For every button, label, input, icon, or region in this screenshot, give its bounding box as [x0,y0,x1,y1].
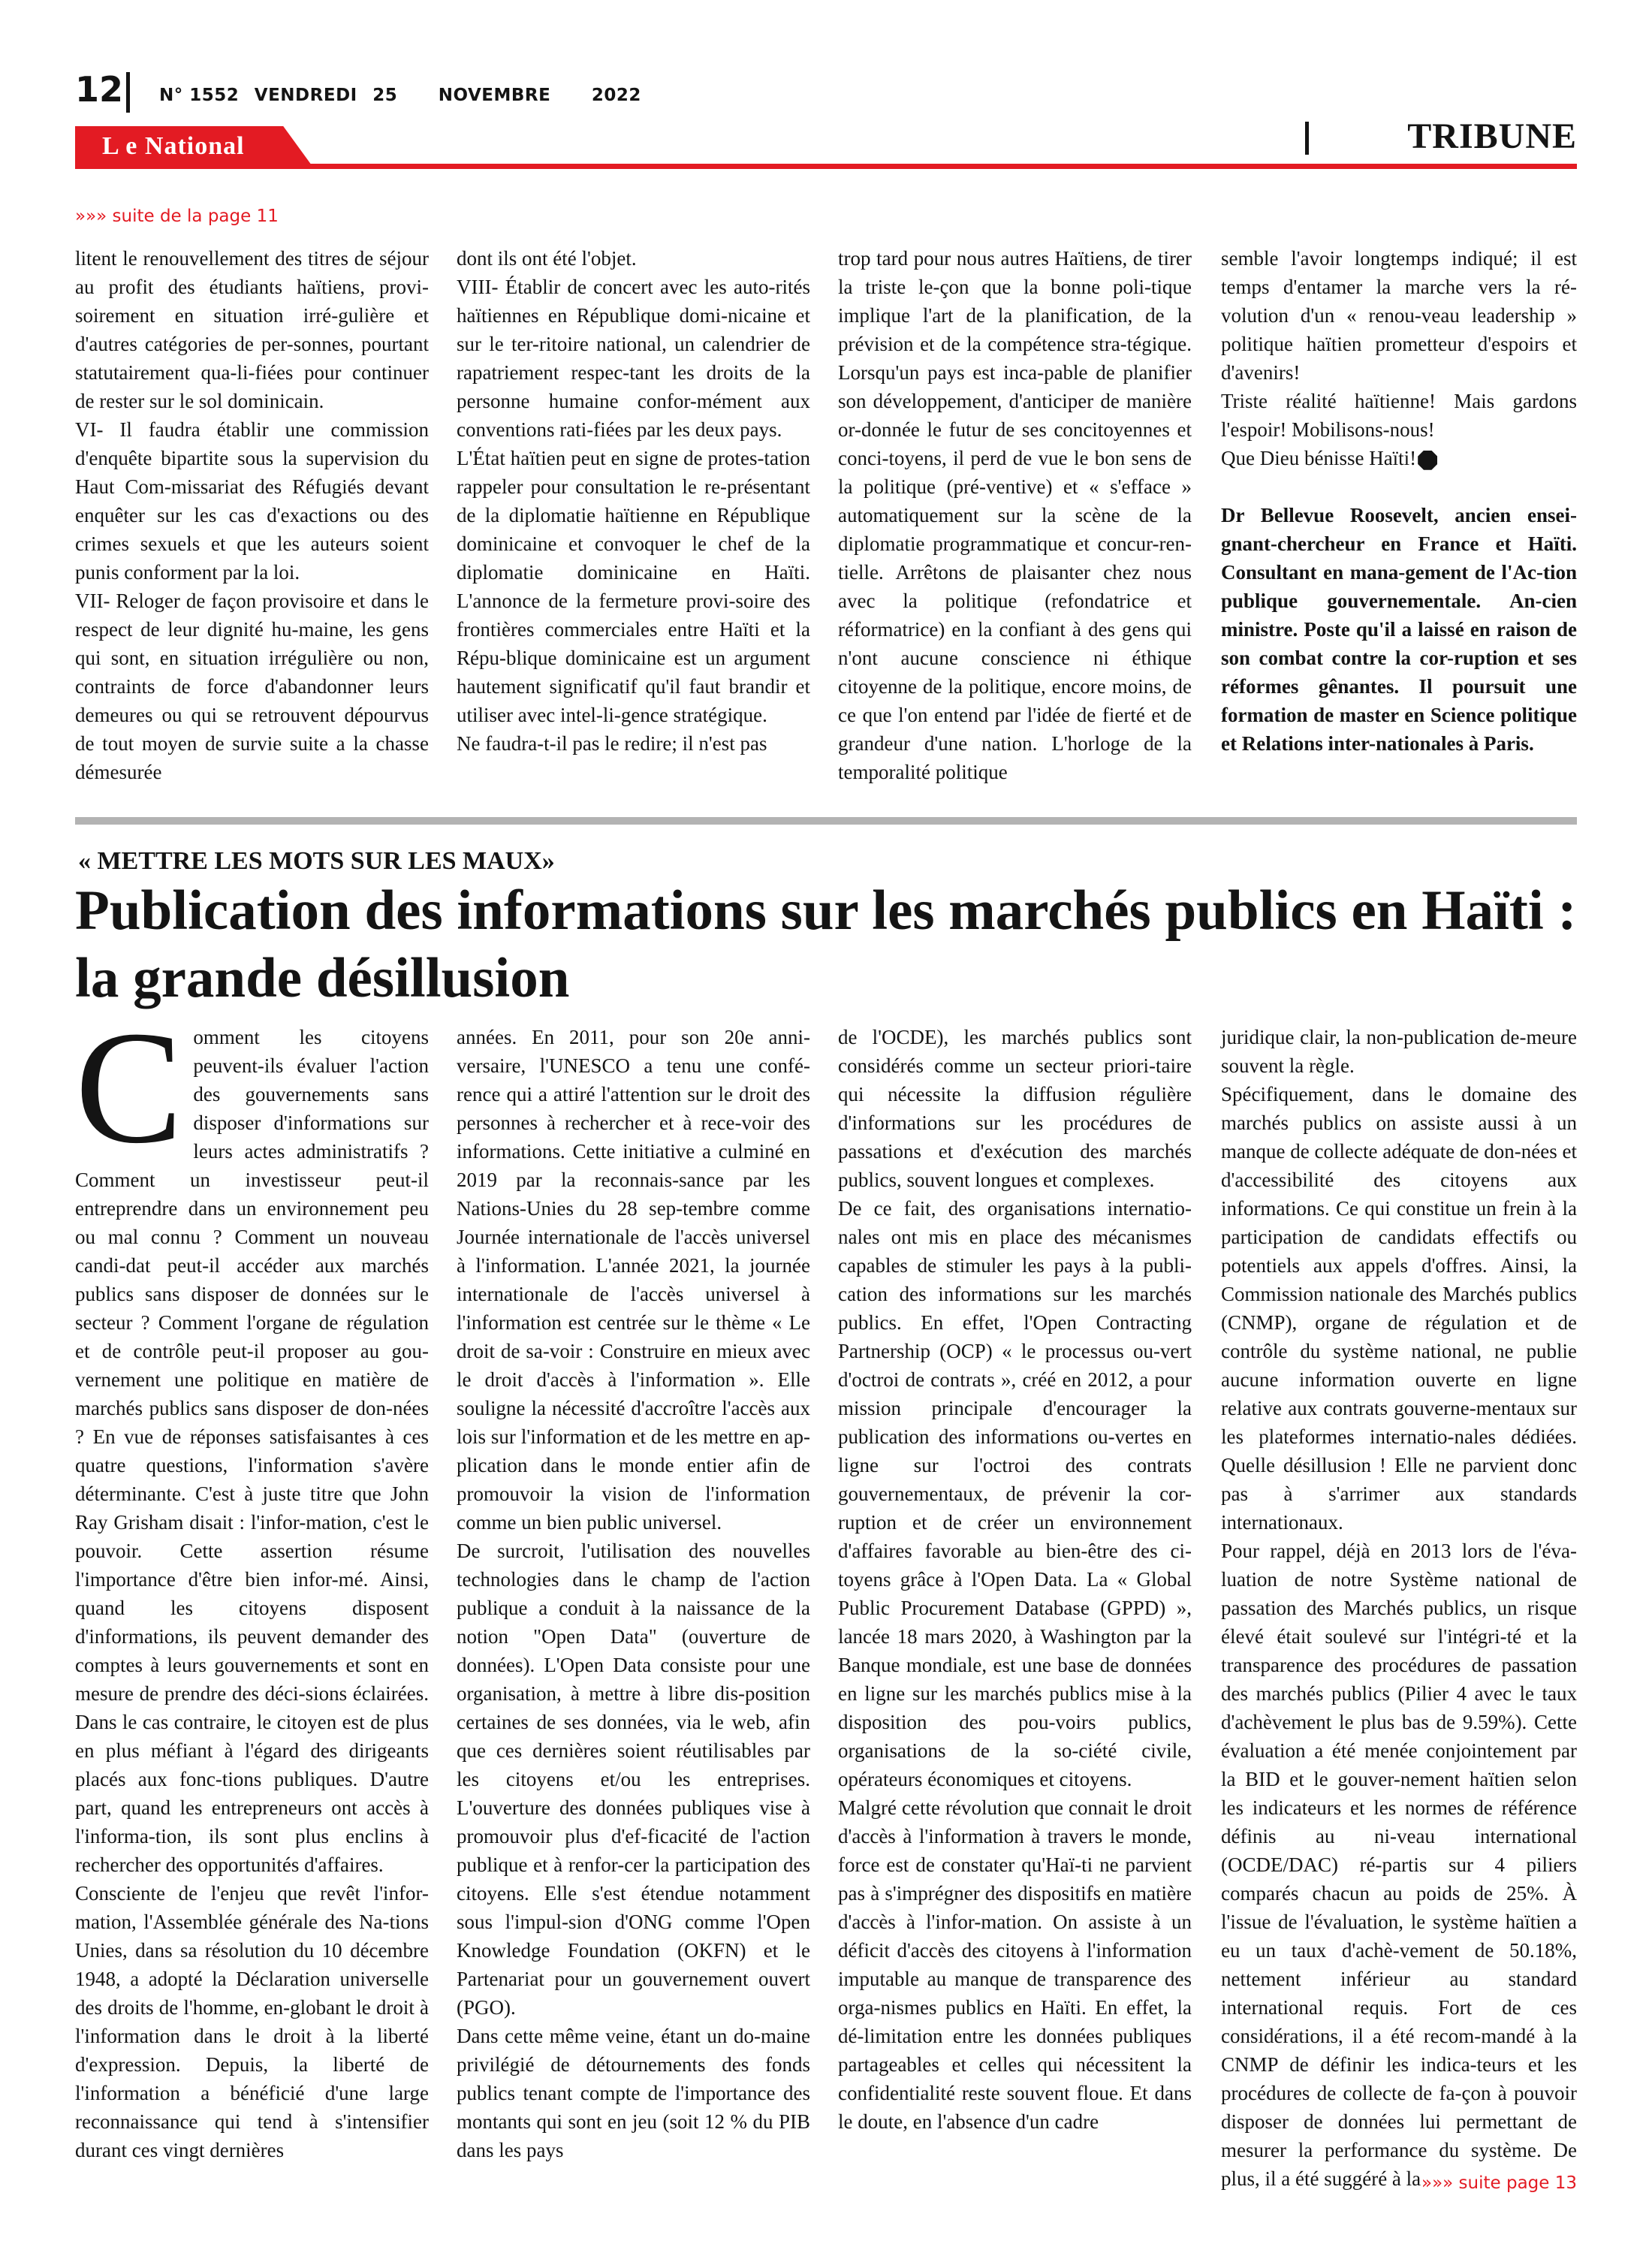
paragraph: de l'OCDE), les marchés publics sont considérés comme un secteur priori-taire qui nécessite la diffusion régulière d'informations sur les procédures de passations et d'exécution des marchés publics, souvent longues et complexes. [838,1026,1192,1191]
previous-article-column-4 [1221,244,1577,804]
paragraph-text: omment les citoyens peuvent-ils évaluer l'action des gouvernements sans disposer d'informations sur leurs actes administratifs ? Comment un investisseur peut-il entreprendre dans un environnement peu ou mal connu ? Comment un nouveau candi-dat peut-il accéder aux marchés publics sans disposer de données sur le secteur ? Comment l'organe de régulation et de contrôle peut-il proposer au gou-vernement une politique en matière de marchés publics sans disposer de don-nées ? En vue de réponses satisfaisantes à ces quatre questions, l'information s'avère déterminante. C'est à juste titre que John Ray Grisham disait : l'infor-mation, c'est le pouvoir. Cette assertion résume l'importance d'être bien infor-mé. Ainsi, quand les citoyens disposent d'informations, ils peuvent demander des comptes à leurs gouvernements et sont en mesure de prendre des déci-sions éclairées. Dans le cas contraire, le citoyen est de plus en plus méfiant à l'égard des dirigeants placés aux fonc-tions publiques. D'autre part, quand les entrepreneurs ont accès à l'informa-tion, ils sont plus enclins à rechercher des opportunités d'affaires. [75,1026,429,1876]
paragraph: Spécifiquement, dans le domaine des marchés publics on assiste aussi à un manque de collecte adéquate de don-nées et d'accessibilité des citoyens aux informations. Ce qui constitue un frein à la participation de candidats effectifs ou potentiels aux appels d'offres. Ainsi, la Commission nationale des Marchés publics (CNMP), organe de régulation et de contrôle du système national, ne publie aucune information ouverte en ligne relative aux contrats gouverne-mentaux sur les plateformes internatio-nales dédiées. Quelle désillusion ! Elle ne parvient donc pas à s'arrimer aux standards internationaux. [1221,1083,1577,1534]
paragraph [1221,444,1577,472]
author-bio: Dr Bellevue Roosevelt, ancien ensei-gnant-chercheur en France et Haïti. Consultant en mana-gement de l'Ac-tion publique gouvernementale. An-cien ministre. Poste qu'il a laissé en raison de son combat contre la cor-ruption et ses réformes gênantes. Il poursuit une formation de master en Science politique et Relations inter-nationales à Paris. [1221,504,1577,755]
paragraph: semble l'avoir longtemps indiqué; il est temps d'entamer la marche vers la ré-volution d'un « renou-veau leadership » politique haïtien prometteur d'espoirs et d'avenirs! [1221,247,1577,384]
end-of-article-icon [1418,451,1437,470]
previous-article-column-1 [75,244,429,804]
paragraph: L'État haïtien peut en signe de protes-tation rappeler pour consultation le re-présentant de la diplomatie haïtienne en République dominicaine et convoquer le chef de la diplomatie dominicaine en Haïti. L'annonce de la fermeture provi-soire des frontières commerciales entre Haïti et la Répu-blique dominicaine est un argument hautement significatif qu'il faut brandir et utiliser avec intel-li-gence stratégique. [457,447,810,726]
previous-article-column-2 [457,244,810,804]
previous-article-column-3 [838,244,1192,804]
paragraph: VI- Il faudra établir une commission d'enquête bipartite sous la supervision du Haut Com-missariat des Réfugiés devant enquêter sur les cas d'exactions ou des crimes sexuels et que les auteurs soient punis conforment par la loi. [75,418,429,584]
paragraph: Dans cette même veine, étant un do-maine privilégié de détournements des fonds publics tenant compte de l'importance des montants qui sont en jeu (soit 12 % du PIB dans les pays [457,2025,810,2161]
page-number: 12 [75,69,124,110]
publication-name: L e National [102,132,245,160]
header-rule [75,164,1577,169]
issue-day: VENDREDI [254,86,357,105]
continued-to-note: »»» suite page 13 [1421,2173,1577,2193]
article-headline: Publication des informations sur les marchés publics en Haïti : la grande désillusion [75,879,1577,1009]
paragraph: trop tard pour nous autres Haïtiens, de tirer la triste le-çon que la bonne poli-tique implique l'art de la planification, de la prévision et de la compétence stra-tégique. Lorsqu'un pays est inca-pable de planifier son développement, d'anticiper de manière or-donnée le futur de ses concitoyennes et conci-toyens, il perd de vue le bon sens de la politique (pré-ventive) et « s'efface » automatiquement sur la scène de la diplomatie programmatique et concur-ren-tielle. Arrêtons de plaisanter chez nous avec la politique (refondatrice et réformatrice) en la confiant à des gens qui n'ont aucune conscience ni éthique citoyenne de la politique, encore moins, de ce que l'on entend par l'idée de fierté et de grandeur d'une nation. L'horloge de la temporalité politique [838,247,1192,783]
continued-from-note: »»» suite de la page 11 [75,207,279,226]
paragraph: Pour rappel, déjà en 2013 lors de l'éva-luation de notre Système national de passation des Marchés publics, un risque élevé était soulevé sur l'intégri-té et la transparence des procédures de passation des marchés publics (Pilier 4 avec le taux d'achèvement le plus bas de 9.59%). Cette évaluation a été menée conjointement par la BID et le gouver-nement haïtien selon les indicateurs et les normes de référence définis au ni-veau international (OCDE/DAC) ré-partis sur 4 piliers comparés chacun au poids de 25%. À l'issue de l'évaluation, le système haïtien a eu un taux d'achè-vement de 50.18%, nettement inférieur au standard international requis. Fort de ces considérations, il a été recom-mandé à la CNMP de définir les indica-teurs et les procédures de collecte de fa-çon à pouvoir disposer de données lui permettant de mesurer la performance du système. De plus, il a été suggéré à la [1221,1540,1577,2190]
section-label: TRIBUNE [1407,116,1577,156]
section-divider [1305,122,1309,155]
article-column-3 [838,1023,1192,2164]
paragraph: Ne faudra-t-il pas le redire; il n'est pas [457,732,767,755]
issue-month: NOVEMBRE [438,86,551,105]
paragraph: litent le renouvellement des titres de séjour au profit des étudiants haïtiens, provi-soirement en situation irré-gulière et d'autres catégories de per-sonnes, pourtant statutairement qua-li-fiées pour continuer de rester sur le sol dominicain. [75,247,429,412]
article-kicker: « METTRE LES MOTS SUR LES MAUX» [78,847,555,875]
paragraph: juridique clair, la non-publication de-meure souvent la règle. [1221,1026,1577,1077]
issue-number: N° 1552 [159,86,240,105]
paragraph: De surcroit, l'utilisation des nouvelles technologies dans le champ de l'action publique a conduit à la naissance de la notion "Open Data" (ouverture de données). L'Open Data consiste pour une organisation, à mettre à libre dis-position certaines de ses données, via le web, afin que ces dernières soient réutilisables par les citoyens et/ou les entreprises. L'ouverture des données publiques vise à promouvoir plus d'ef-ficacité de l'action publique et à renfor-cer la participation des citoyens. Elle s'est étendue notamment sous l'impul-sion d'ONG comme l'Open Knowledge Foundation (OKFN) et le Partenariat pour un gouvernement ouvert (PGO). [457,1540,810,2019]
paragraph: VIII- Établir de concert avec les auto-rités haïtiennes en République domi-nicaine et sur le ter-ritoire national, un calendrier de rapatriement respec-tant les droits de la personne humaine confor-mément aux conventions rati-fiées par les deux pays. [457,276,810,441]
paragraph: Triste réalité haïtienne! Mais gardons l'espoir! Mobilisons-nous! [1221,390,1577,441]
paragraph: Consciente de l'enjeu que revêt l'infor-mation, l'Assemblée générale des Na-tions Unies, dans sa résolution du 10 décembre 1948, a adopté la Déclaration universelle des droits de l'homme, en-globant le droit à l'information dans le droit à la liberté d'expression. Depuis, la liberté de l'information a bénéficié d'une large reconnaissance qui tend à s'intensifier durant ces vingt dernières [75,1882,429,2161]
paragraph [75,997,429,1879]
closing-line: Que Dieu bénisse Haïti! [1221,447,1417,469]
issue-year: 2022 [591,86,641,105]
article-divider [75,817,1577,825]
issue-info [159,86,650,105]
paragraph: dont ils ont été l'objet. [457,247,637,270]
paragraph: années. En 2011, pour son 20e anni-versaire, l'UNESCO a tenu une confé-rence qui a attiré l'attention sur le droit des personnes à rechercher et à rece-voir des informations. Cette initiative a culminé en 2019 par la reconnais-sance par les Nations-Unies du 28 sep-tembre comme Journée internationale de l'accès universel à l'information. L'année 2021, la journée internationale de l'accès universel à l'information est centrée sur le thème « Le droit de sa-voir : Construire en mieux avec le droit d'accès à l'information ». Elle souligne la nécessité d'accroître l'accès aux lois sur l'information et de les mettre en ap-plication dans le monde entier afin de promouvoir la vision de l'information comme un bien public universel. [457,1026,810,1534]
page-number-divider [126,72,130,113]
drop-cap: C [75,997,183,1177]
paragraph: Malgré cette révolution que connait le droit d'accès à l'information à travers le monde, force est de constater qu'Haï-ti ne parvient pas à s'imprégner des dispositifs en matière d'accès à l'infor-mation. On assiste à un déficit d'accès des citoyens à l'information imputable au manque de transparence des orga-nismes publics en Haïti. En effet, la dé-limitation entre les données publiques partageables et celles qui nécessitent la confidentialité reste souvent floue. Et dans le doute, en l'absence d'un cadre [838,1796,1192,2133]
article-column-1 [75,997,429,2164]
article-column-2 [457,1023,810,2164]
paragraph: De ce fait, des organisations internatio-nales ont mis en place des mécanismes capables de stimuler les pays à la publi-cation des informations sur les marchés publics. En effet, l'Open Contracting Partnership (OCP) « le processus ou-vert d'octroi de contrats », créé en 2012, a pour mission principale d'encourager la publication des informations ou-vertes en ligne sur l'octroi des contrats gouvernementaux, de prévenir la cor-ruption et de créer un environnement d'affaires favorable au bien-être des ci-toyens grâce à l'Open Data. La « Global Public Procurement Database (GPPD) », lancée 18 mars 2020, à Washington par la Banque mondiale, est une base de données en ligne sur les marchés publics mise à la disposition des pou-voirs publics, organisations de la so-ciété civile, opérateurs économiques et citoyens. [838,1197,1192,1790]
spacer [1221,472,1577,501]
issue-date-day: 25 [372,86,398,105]
paragraph: VII- Reloger de façon provisoire et dans le respect de leur dignité hu-maine, les gens qui sont, en situation irrégulière ou non, contraints de force d'abandonner leurs demeures ou qui se retrouvent dépourvus de tout moyen de survie suite a la chasse démesurée [75,590,429,783]
